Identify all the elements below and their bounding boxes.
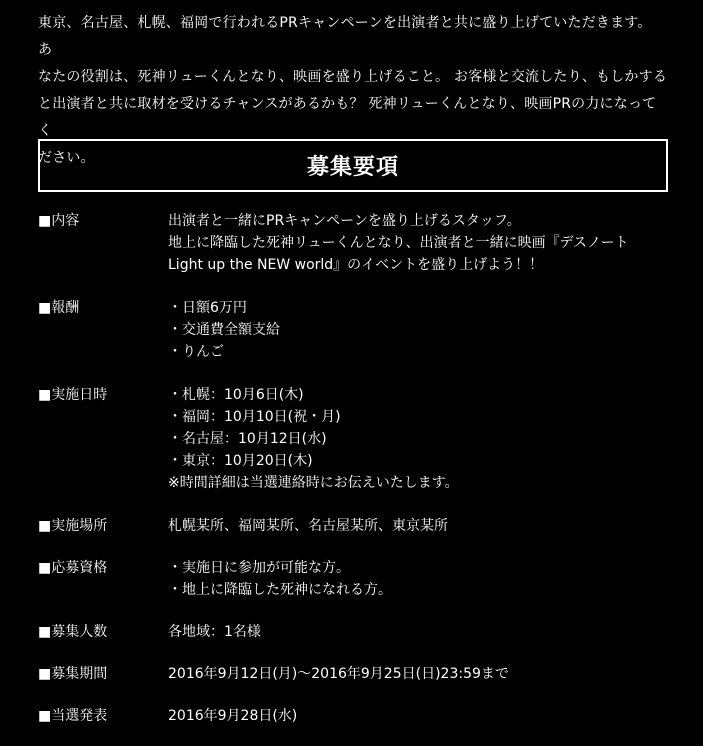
- requirement-row-period: [38, 663, 670, 685]
- row-value: [168, 621, 670, 643]
- row-value-line: ・東京：10月20日(木): [168, 453, 313, 469]
- row-value-line: 札幌某所、福岡某所、名古屋某所、東京某所: [168, 518, 448, 534]
- requirement-row-dates: [38, 384, 670, 494]
- requirement-row-headcount: [38, 621, 670, 643]
- row-value-line: Light up the NEW world』のイベントを盛り上げよう！！: [168, 257, 544, 273]
- requirements-list: [38, 210, 670, 727]
- row-label: ■内容: [38, 213, 80, 229]
- row-label: ■報酬: [38, 300, 80, 316]
- row-value-line: 各地域：1名様: [168, 624, 261, 640]
- row-value-line: 出演者と一緒にPRキャンペーンを盛り上げるスタッフ。: [168, 213, 521, 229]
- row-value: [168, 515, 670, 537]
- row-value-line: ・札幌：10月6日(木): [168, 387, 304, 403]
- row-value-line: ・日額6万円: [168, 300, 247, 316]
- row-value: [168, 557, 670, 601]
- row-value: [168, 705, 670, 727]
- row-value-line: ・福岡：10月10日(祝・月): [168, 409, 341, 425]
- row-value-line: ・名古屋：10月12日(水): [168, 431, 327, 447]
- requirement-row-content: [38, 210, 670, 276]
- requirement-row-reward: [38, 297, 670, 363]
- row-label: ■応募資格: [38, 560, 108, 576]
- intro-line: ださい。: [38, 150, 95, 166]
- requirement-row-eligibility: [38, 557, 670, 601]
- row-value-line: 2016年9月12日(月)～2016年9月25日(日)23:59まで: [168, 666, 509, 682]
- row-value: [168, 384, 670, 494]
- row-value: [168, 210, 670, 276]
- row-label: ■実施日時: [38, 387, 108, 403]
- intro-line: なたの役割は、死神リューくんとなり、映画を盛り上げること。 お客様と交流したり、もしかする: [38, 69, 668, 85]
- row-value-line: 地上に降臨した死神リューくんとなり、出演者と一緒に映画『デスノート: [168, 235, 629, 251]
- row-label: ■当選発表: [38, 708, 108, 724]
- row-label: ■募集人数: [38, 624, 108, 640]
- row-value-line: ・実施日に参加が可能な方。: [168, 560, 350, 576]
- intro-line: 東京、名古屋、札幌、福岡で行われるPRキャンペーンを出演者と共に盛り上げていただきます。 あ: [38, 15, 652, 58]
- row-label: ■実施場所: [38, 518, 108, 534]
- row-value: [168, 663, 670, 685]
- row-value-line: ※時間詳細は当選連絡時にお伝えいたします。: [168, 475, 459, 491]
- row-value-line: 2016年9月28日(水): [168, 708, 298, 724]
- row-value-line: ・交通費全額支給: [168, 322, 280, 338]
- requirement-row-announcement: [38, 705, 670, 727]
- row-label: ■募集期間: [38, 666, 108, 682]
- row-value-line: ・りんご: [168, 344, 224, 360]
- section-heading: 募集要項: [306, 155, 399, 180]
- row-value-line: ・地上に降臨した死神になれる方。: [168, 582, 392, 598]
- section-heading-box: [38, 139, 668, 192]
- row-value: [168, 297, 670, 363]
- intro-line: と出演者と共に取材を受けるチャンスがあるかも？ 死神リューくんとなり、映画PRの力になってく: [38, 96, 657, 139]
- requirement-row-location: [38, 515, 670, 537]
